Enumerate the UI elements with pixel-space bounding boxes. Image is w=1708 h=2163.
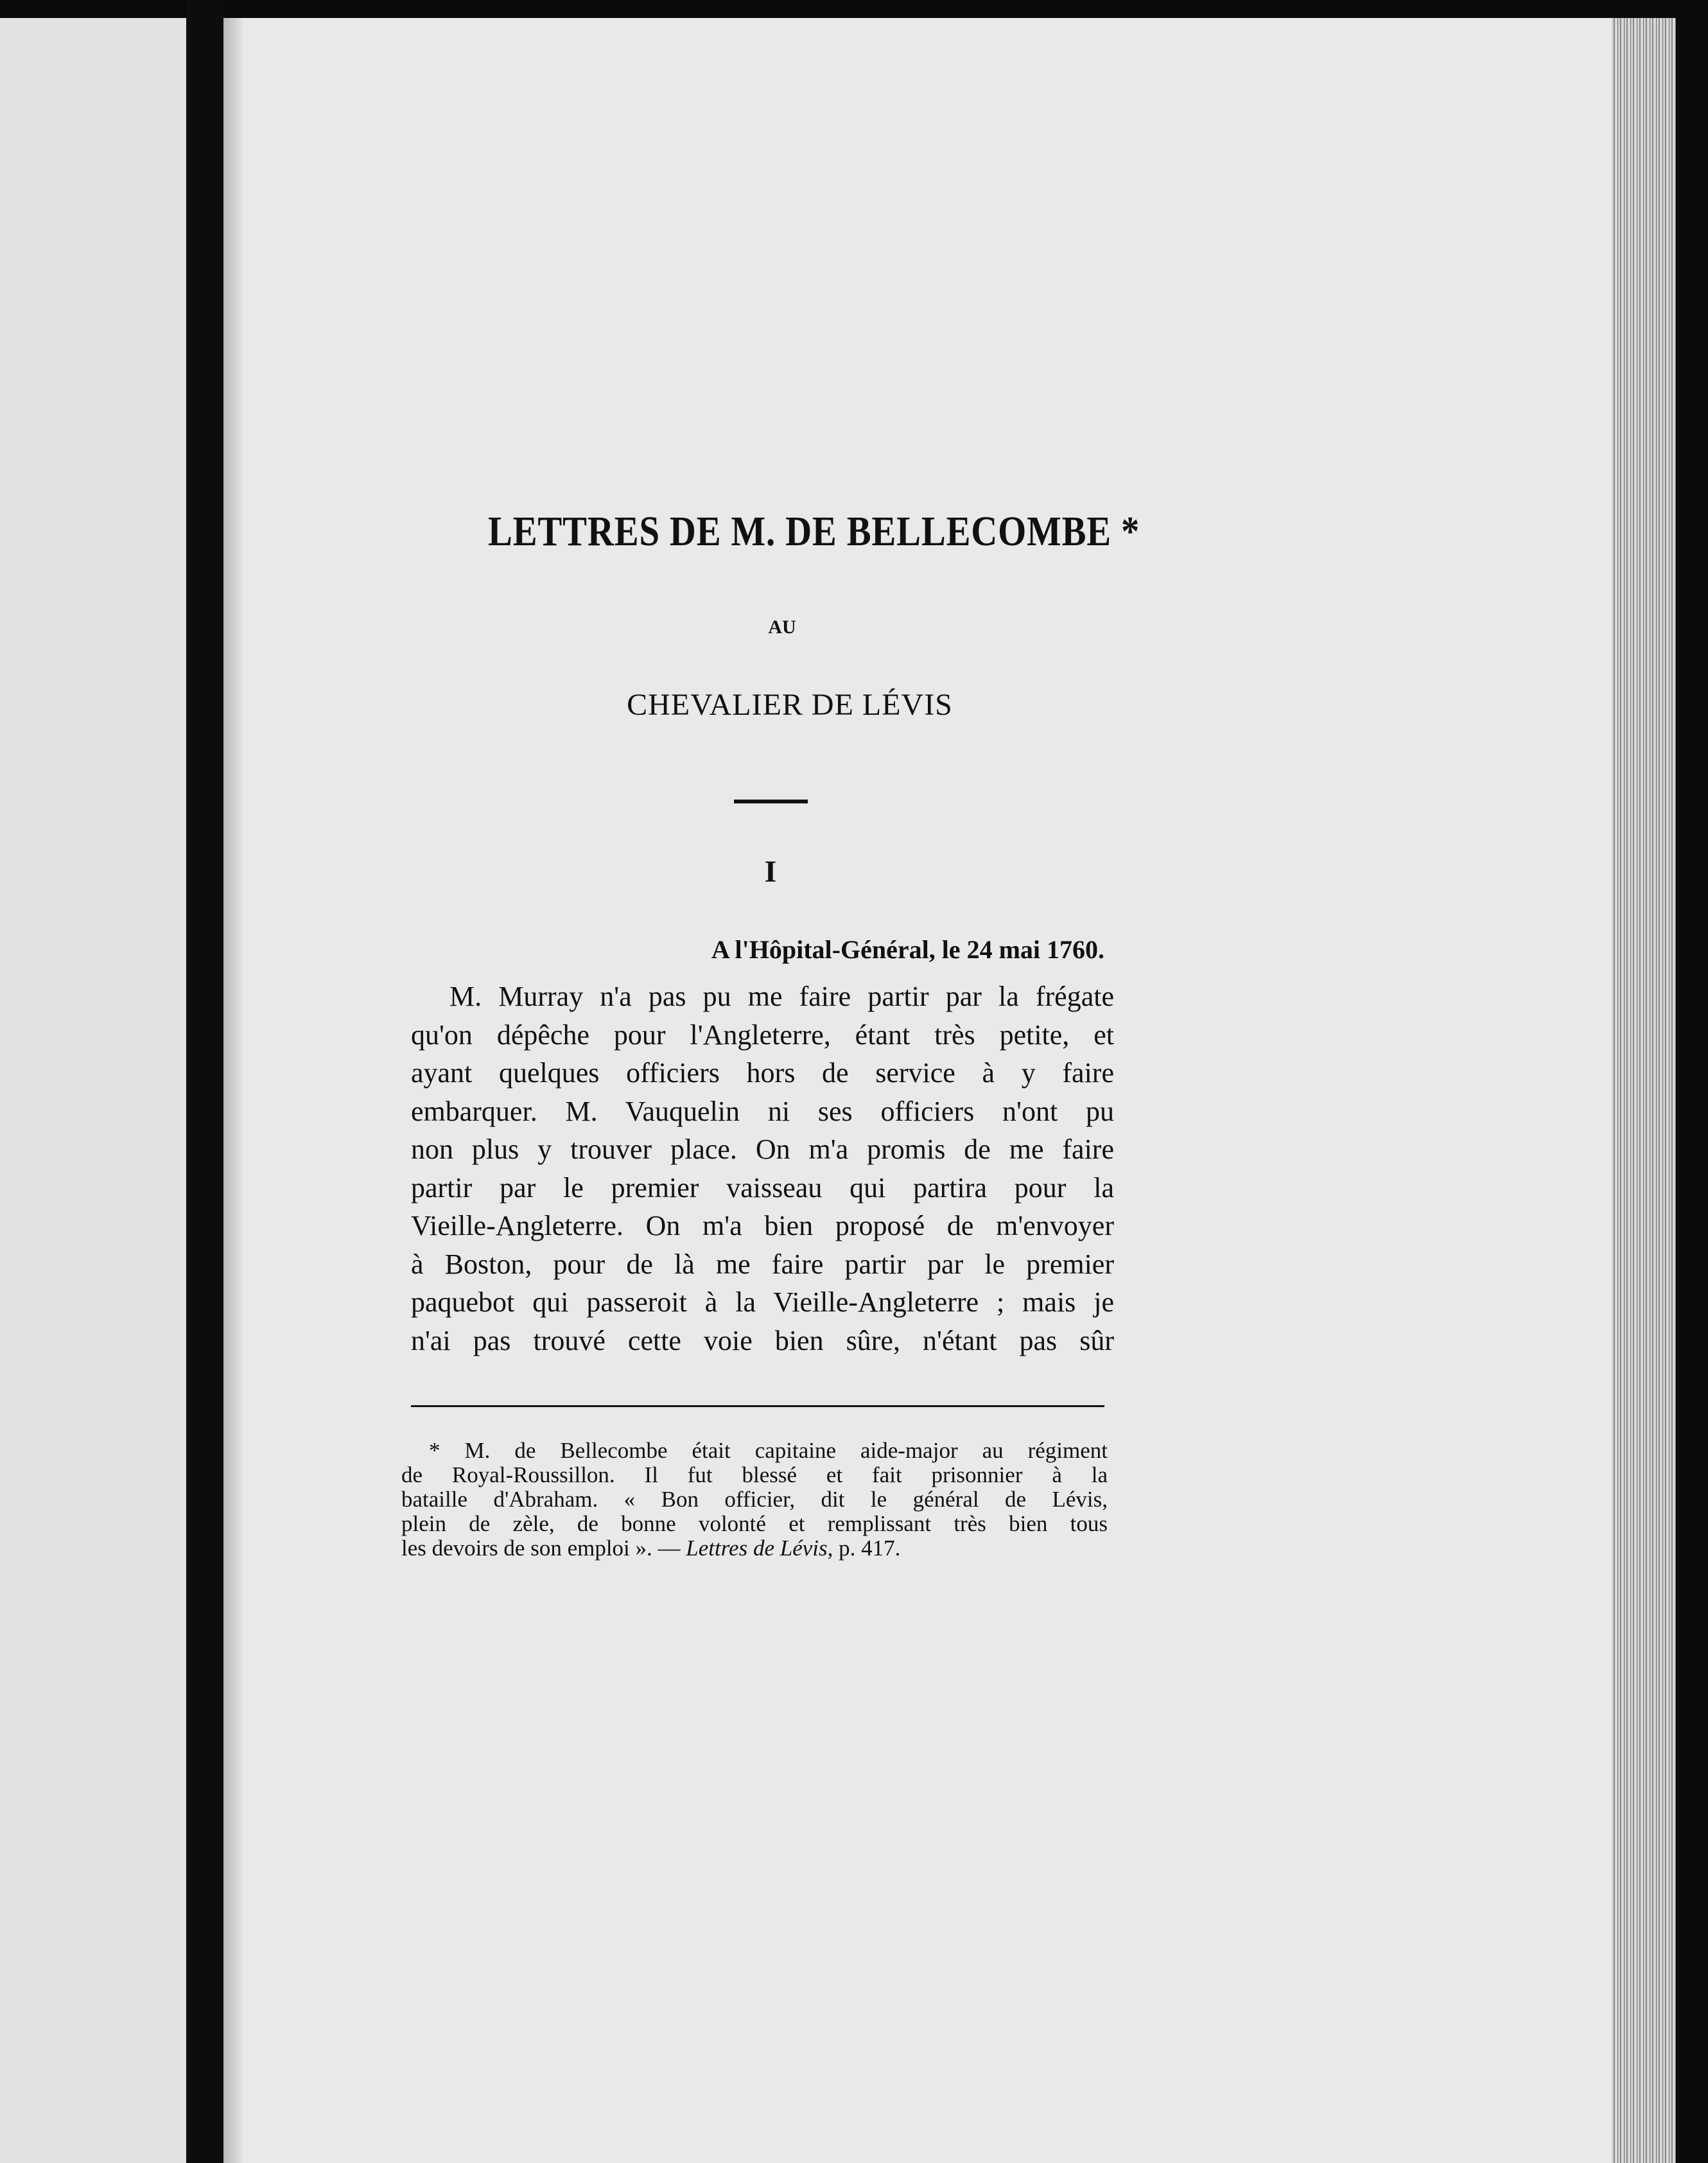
body-line: paquebot qui passeroit à la Vieille-Angleterre ; mais je	[411, 1286, 1114, 1318]
footnote-line-last	[401, 1536, 1108, 1561]
body-line: M. Murray n'a pas pu me faire partir par la frégate	[449, 981, 1114, 1012]
letter-dateline: A l'Hôpital-Général, le 24 mai 1760.	[711, 935, 1104, 964]
gutter-shadow	[223, 18, 243, 2163]
page-title: LETTRES DE M. DE BELLECOMBE *	[488, 508, 1140, 555]
footnote-text: les devoirs de son emploi ». —	[401, 1536, 686, 1561]
body-line: embarquer. M. Vauquelin ni ses officiers n'ont pu	[411, 1096, 1114, 1127]
footnote-line: plein de zèle, de bonne volonté et remplissant très bien tous	[401, 1511, 1108, 1536]
body-line: partir par le premier vaisseau qui partira pour la	[411, 1172, 1114, 1204]
left-page-margin	[0, 18, 186, 2163]
footnote-line: * M. de Bellecombe était capitaine aide-major au régiment	[429, 1438, 1108, 1463]
body-line: n'ai pas trouvé cette voie bien sûre, n'étant pas sûr	[411, 1325, 1114, 1356]
scan-right-border	[1676, 0, 1708, 2163]
footnote-source-title: Lettres de Lévis	[686, 1536, 828, 1561]
page-subtitle: CHEVALIER DE LÉVIS	[627, 688, 953, 722]
body-line: non plus y trouver place. On m'a promis de me faire	[411, 1134, 1114, 1165]
body-line: Vieille-Angleterre. On m'a bien proposé de m'envoyer	[411, 1210, 1114, 1241]
body-line: ayant quelques officiers hors de service à y faire	[411, 1057, 1114, 1089]
footnote-line: de Royal-Roussillon. Il fut blessé et fait prisonnier à la	[401, 1462, 1108, 1487]
body-line: à Boston, pour de là me faire partir par le premier	[411, 1248, 1114, 1280]
title-rule	[734, 800, 808, 803]
footnote-line: bataille d'Abraham. « Bon officier, dit le général de Lévis,	[401, 1487, 1108, 1512]
page-edges	[1612, 18, 1676, 2163]
book-gutter	[186, 0, 223, 2163]
scan-top-border	[0, 0, 1708, 18]
title-connector: AU	[768, 617, 796, 638]
body-line: qu'on dépêche pour l'Angleterre, étant très petite, et	[411, 1019, 1114, 1051]
footnote-rule	[411, 1405, 1104, 1407]
section-number: I	[764, 855, 777, 889]
footnote-source-page: , p. 417.	[827, 1536, 901, 1561]
